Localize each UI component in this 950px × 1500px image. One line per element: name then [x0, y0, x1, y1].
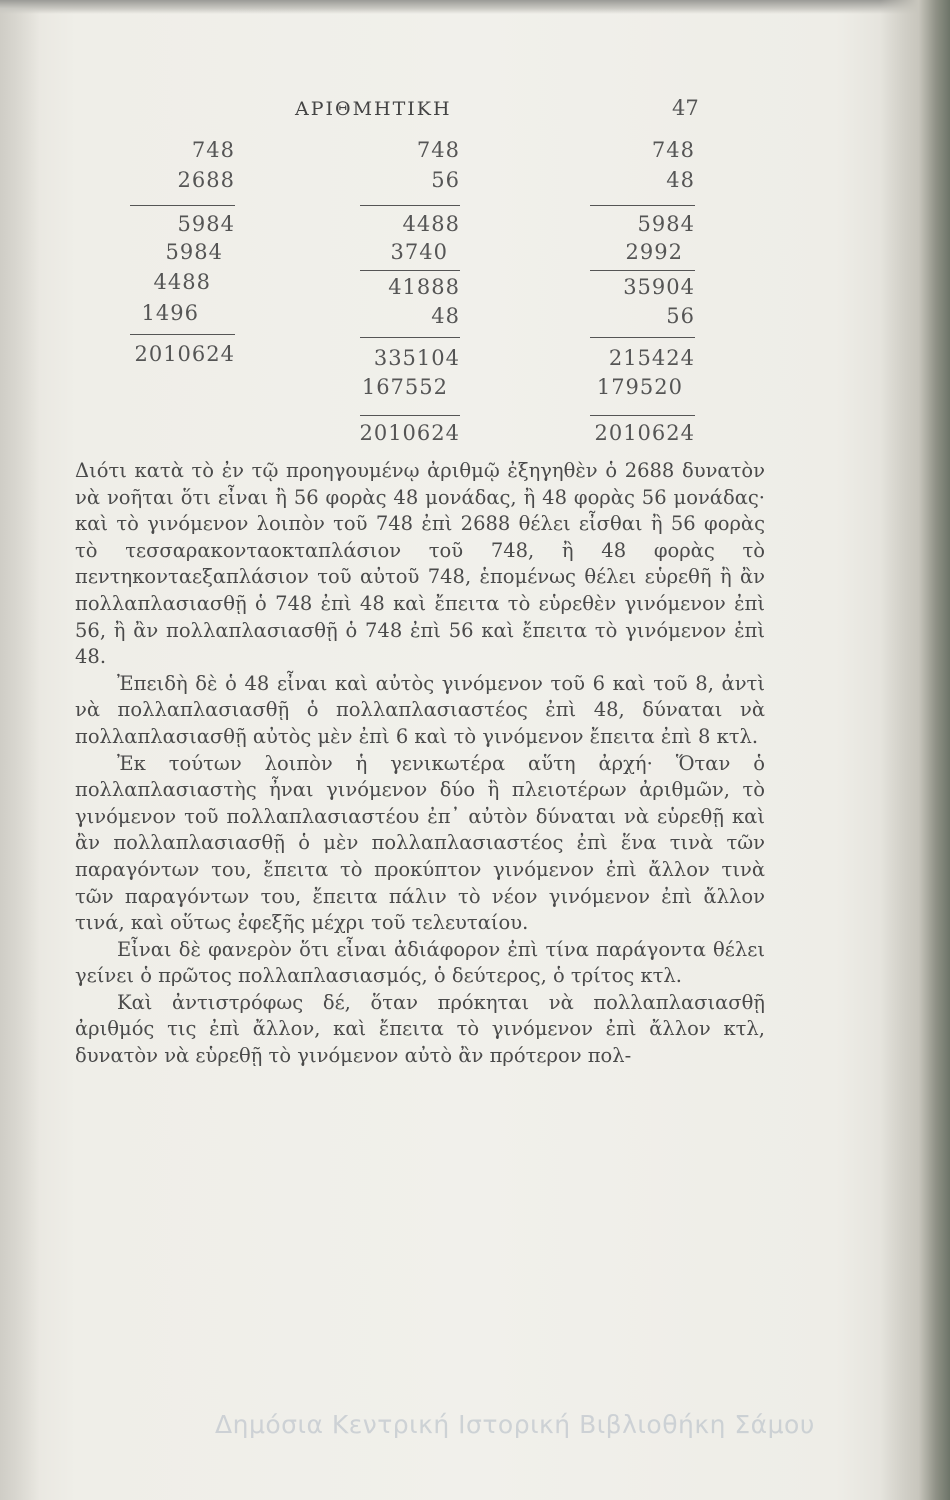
running-header: ΑΡΙΘΜΗΤΙΚΗ [295, 98, 452, 120]
calc-rule [130, 334, 235, 335]
calc-rule [360, 270, 460, 271]
calc-rule [590, 415, 695, 416]
calc-line: 48 [666, 168, 695, 192]
calc-rule [360, 337, 460, 338]
calc-line: 335104 [373, 346, 460, 370]
calc-line: 215424 [608, 346, 695, 370]
calc-line: 748 [191, 138, 235, 162]
calc-result: 2010624 [134, 342, 235, 366]
page-binding-edge [880, 0, 950, 1500]
calculation-1 [35, 130, 235, 380]
calc-line: 56 [666, 304, 695, 328]
calc-rule [590, 337, 695, 338]
calc-result: 2010624 [594, 421, 695, 445]
paragraph: Καὶ ἀντιστρόφως δέ, ὅταν πρόκηται νὰ πολλαπλασιασθῇ ἀριθμός τις ἐπὶ ἄλλον, καὶ ἔπειτα τὸ γινόμενον ἐπὶ ἄλλον κτλ, δυνατὸν νὰ εὑρεθῇ τὸ γινόμενον αὐτὸ ἂν πρότερον πολ- [75, 990, 765, 1068]
page-top-edge [0, 0, 950, 14]
calc-line: 2992 [625, 240, 683, 264]
calc-line: 4488 [402, 212, 460, 236]
paragraph: Διότι κατὰ τὸ ἐν τῷ προηγουμένῳ ἀριθμῷ ἐξηγηθὲν ὁ 2688 δυνατὸν νὰ νοῆται ὅτι εἶναι ἢ 56 φορὰς 48 μονάδας, ἢ 48 φορὰς 56 μονάδας· καὶ τὸ γινόμενον λοιπὸν τοῦ 748 ἐπὶ 2688 θέλει εἶσθαι ἢ 56 φορὰς τὸ τεσσαρακονταοκταπλάσιον τοῦ 748, ἢ 48 φορὰς τὸ πεντηκονταεξαπλάσιον τοῦ αὐτοῦ 748, ἑπομένως θέλει εὑρεθῆ ἢ ἂν πολλαπλασιασθῇ ὁ 748 ἐπὶ 48 καὶ ἔπειτα τὸ εὑρεθὲν γινόμενον ἐπὶ 56, ἢ ἂν πολλαπλασιασθῇ ὁ 748 ἐπὶ 56 καὶ ἔπειτα τὸ γινόμενον ἐπὶ 48. [75, 459, 765, 669]
calc-line: 748 [651, 138, 695, 162]
library-watermark: Δημόσια Κεντρική Ιστορική Βιβλιοθήκη Σάμου [215, 1410, 815, 1439]
calc-line: 48 [431, 304, 460, 328]
calc-line: 2688 [177, 168, 235, 192]
calc-rule [360, 415, 460, 416]
calc-rule [360, 205, 460, 206]
calc-line: 179520 [596, 375, 683, 399]
calc-line: 5984 [165, 240, 223, 264]
calculation-3 [495, 130, 695, 470]
calc-line: 748 [416, 138, 460, 162]
calc-line: 167552 [361, 375, 448, 399]
paragraph: Ἐκ τούτων λοιπὸν ἡ γενικωτέρα αὕτη ἀρχή· Ὅταν ὁ πολλαπλασιαστὴς ἦναι γινόμενον δύο ἢ πλειοτέρων ἀριθμῶν, τὸ γινόμενον τοῦ πολλαπλασιαστέου ἐπ᾽ αὐτὸν δύναται νὰ εὑρεθῇ καὶ ἂν πολλαπλασιασθῇ ὁ μὲν πολλαπλασιαστέος ἐπὶ ἕνα τινὰ τῶν παραγόντων του, ἔπειτα τὸ προκύπτον γινόμενον ἐπὶ ἄλλον τινὰ τῶν παραγόντων του, ἔπειτα πάλιν τὸ νέον γινόμενον ἐπὶ ἄλλον τινά, καὶ οὕτως ἐφεξῆς μέχρι τοῦ τελευταίου. [75, 751, 765, 935]
calc-line: 56 [431, 168, 460, 192]
calc-result: 2010624 [359, 421, 460, 445]
calc-rule [130, 205, 235, 206]
calc-rule [590, 205, 695, 206]
calc-line: 4488 [153, 270, 211, 294]
calc-rule [590, 270, 695, 271]
paragraph: Ἐπειδὴ δὲ ὁ 48 εἶναι καὶ αὐτὸς γινόμενον τοῦ 6 καὶ τοῦ 8, ἀντὶ νὰ πολλαπλασιασθῇ ὁ πολλαπλασιαστέος ἐπὶ 48, δύναται νὰ πολλαπλασιασθῇ αὐτὸς μὲν ἐπὶ 6 καὶ τὸ γινόμενον ἔπειτα ἐπὶ 8 κτλ. [75, 671, 765, 748]
page-left-shadow [0, 0, 40, 1500]
calc-line: 35904 [623, 275, 695, 299]
calc-line: 41888 [388, 275, 460, 299]
calc-line: 5984 [637, 212, 695, 236]
calc-line: 5984 [177, 212, 235, 236]
page-number: 47 [672, 96, 699, 120]
body-text [75, 458, 765, 1070]
calc-line: 1496 [141, 301, 199, 325]
calc-line: 3740 [390, 240, 448, 264]
paragraph: Εἶναι δὲ φανερὸν ὅτι εἶναι ἀδιάφορον ἐπὶ τίνα παράγοντα θέλει γείνει ὁ πρῶτος πολλαπλασιασμός, ὁ δεύτερος, ὁ τρίτος κτλ. [75, 937, 765, 988]
calculation-2 [260, 130, 460, 470]
